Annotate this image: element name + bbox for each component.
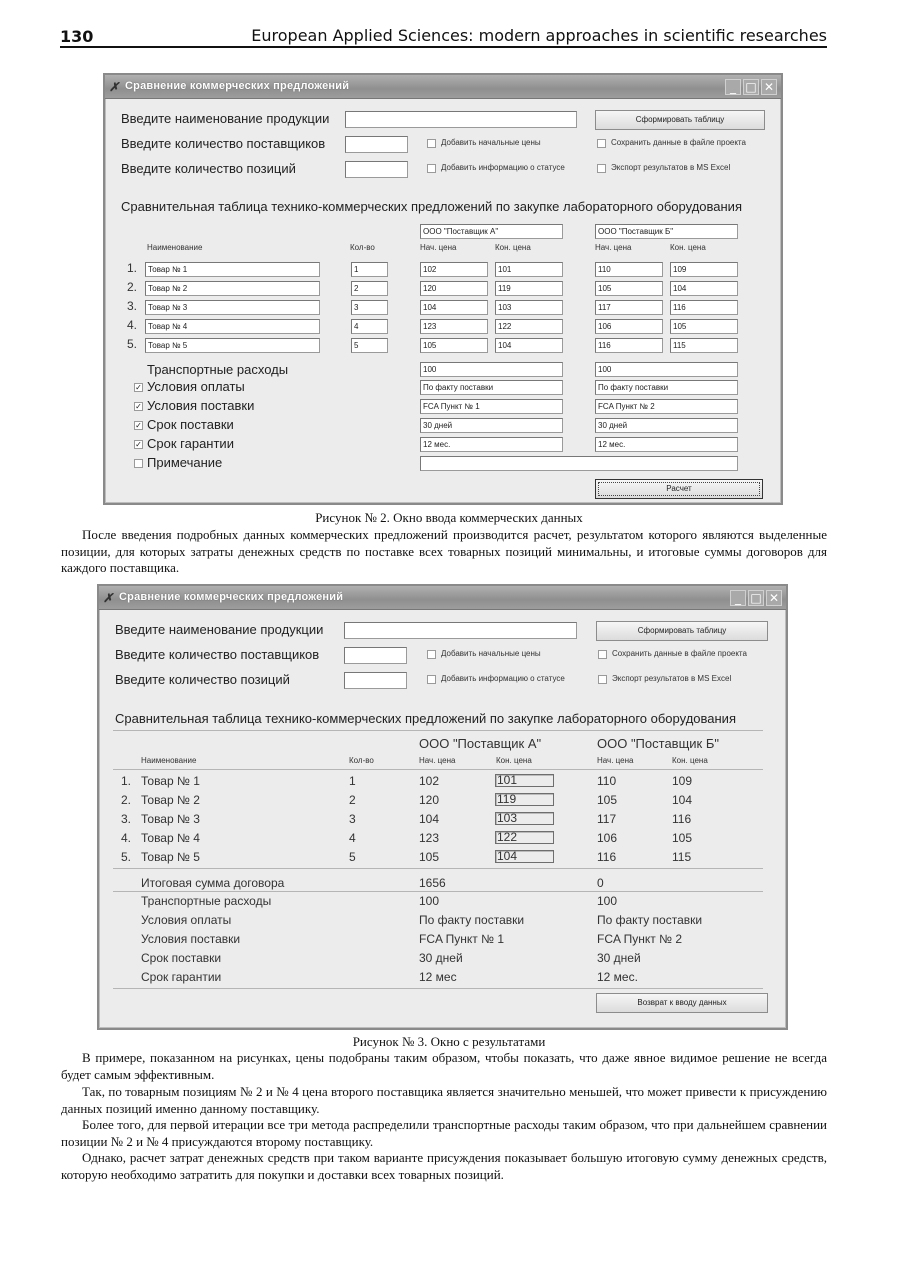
note-input[interactable] (420, 456, 738, 471)
transport-b-input[interactable]: 100 (595, 362, 738, 377)
warranty-b: 12 мес. (597, 970, 638, 984)
qty-input[interactable]: 2 (351, 281, 388, 296)
table-title: Сравнительная таблица технико-коммерческих предложений по закупке лабораторного оборудования (115, 711, 736, 726)
row-number: 5. (127, 337, 138, 351)
payment-a-input[interactable]: По факту поставки (420, 380, 563, 395)
delivery-time-checkbox[interactable]: ✓ (135, 421, 142, 430)
minimize-icon[interactable]: _ (730, 590, 746, 606)
paragraph: Так, по товарным позициям № 2 и № 4 цена второго поставщика является значительно меньшей, что может привести к присуждению данных позиций именно данному поставщику. (61, 1084, 827, 1116)
supplier-b-input[interactable]: ООО "Поставщик Б" (595, 224, 738, 239)
positions-count-input[interactable] (344, 672, 407, 689)
row-number: 5. (121, 850, 132, 864)
total-a: 1656 (419, 876, 446, 890)
a-end-price-input[interactable]: 101 (495, 262, 563, 277)
a-start-price-input[interactable]: 104 (420, 300, 488, 315)
qty: 2 (349, 793, 356, 807)
a-start-price-input[interactable]: 102 (420, 262, 488, 277)
close-icon[interactable]: ✕ (761, 79, 777, 95)
product-name-input[interactable] (344, 622, 577, 639)
delivery-time-b: 30 дней (597, 951, 641, 965)
calculate-button[interactable]: Расчет (595, 479, 763, 499)
b-start-price: 106 (597, 831, 618, 845)
qty-input[interactable]: 4 (351, 319, 388, 334)
a-end-price-selected: 122 (495, 831, 554, 844)
row-number: 1. (127, 261, 138, 275)
a-start-price-input[interactable]: 105 (420, 338, 488, 353)
supplier-b-header: ООО "Поставщик Б" (597, 736, 719, 751)
page-number: 130 (60, 27, 94, 46)
item-name-input[interactable]: Товар № 5 (145, 338, 320, 353)
build-table-button[interactable]: Сформировать таблицу (596, 621, 768, 641)
suppliers-count-label: Введите количество поставщиков (121, 136, 326, 151)
delivery-time-label: Срок поставки (141, 951, 222, 965)
input-window (103, 73, 783, 505)
b-start-price: 110 (597, 774, 617, 788)
maximize-icon[interactable]: □ (743, 79, 759, 95)
delivery-terms-b-input[interactable]: FCA Пункт № 2 (595, 399, 738, 414)
a-start-price: 123 (419, 831, 440, 845)
delivery-terms-label: Условия поставки (141, 932, 241, 946)
payment-b-input[interactable]: По факту поставки (595, 380, 738, 395)
warranty-label: Срок гарантии (147, 436, 234, 451)
b-end-price: 116 (672, 812, 692, 826)
item-name-input[interactable]: Товар № 4 (145, 319, 320, 334)
app-icon: ✗ (109, 80, 120, 94)
a-start-price: 105 (419, 850, 440, 864)
a-end-price-input[interactable]: 104 (495, 338, 563, 353)
suppliers-count-input[interactable] (345, 136, 408, 153)
export-excel-checkbox[interactable] (597, 164, 606, 173)
qty: 4 (349, 831, 356, 845)
qty: 5 (349, 850, 356, 864)
a-end-price-selected: 104 (495, 850, 554, 863)
b-start-price-input[interactable]: 105 (595, 281, 663, 296)
results-window (97, 584, 788, 1030)
col-a-end-header: Кон. цена (496, 756, 532, 765)
product-name-label: Введите наименование продукции (115, 622, 324, 637)
col-b-start-header: Нач. цена (597, 756, 634, 765)
table-title: Сравнительная таблица технико-коммерческих предложений по закупке лабораторного оборудования (121, 199, 742, 214)
b-start-price: 117 (597, 812, 617, 826)
supplier-a-header: ООО "Поставщик А" (419, 736, 542, 751)
b-end-price-input[interactable]: 104 (670, 281, 738, 296)
window-title: Сравнение коммерческих предложений (119, 591, 344, 603)
divider (113, 868, 763, 869)
qty-input[interactable]: 3 (351, 300, 388, 315)
maximize-icon[interactable]: □ (748, 590, 764, 606)
delivery-time-a-input[interactable]: 30 дней (420, 418, 563, 433)
add-status-info-checkbox[interactable] (427, 164, 436, 173)
title-bar[interactable] (105, 75, 781, 99)
col-a-start-header: Нач. цена (420, 243, 457, 252)
export-excel-checkbox[interactable] (598, 675, 607, 684)
transport-a: 100 (419, 894, 440, 908)
delivery-time-label: Срок поставки (147, 417, 234, 432)
col-b-start-header: Нач. цена (595, 243, 632, 252)
figure-caption-3: Рисунок № 3. Окно с результатами (352, 1034, 546, 1049)
col-qty-header: Кол-во (350, 243, 375, 252)
qty: 1 (349, 774, 356, 788)
col-qty-header: Кол-во (349, 756, 374, 765)
paragraph: Более того, для первой итерации все три метода распределили транспортные расходы таким образом, что при дальнейшем сравнении позиции № 2 и № 4 присуждаются второму поставщику. (61, 1117, 827, 1149)
b-end-price: 104 (672, 793, 693, 807)
note-label: Примечание (147, 455, 223, 470)
add-status-info-label: Добавить информацию о статусе (441, 163, 565, 172)
a-end-price-selected: 119 (495, 793, 554, 806)
payment-label: Условия оплаты (141, 913, 232, 927)
b-end-price-input[interactable]: 116 (670, 300, 738, 315)
a-end-price-input[interactable]: 119 (495, 281, 563, 296)
b-end-price-input[interactable]: 105 (670, 319, 738, 334)
row-number: 4. (127, 318, 138, 332)
build-table-button[interactable]: Сформировать таблицу (595, 110, 765, 130)
divider (113, 891, 763, 892)
supplier-a-input[interactable]: ООО "Поставщик А" (420, 224, 563, 239)
window-title: Сравнение коммерческих предложений (125, 80, 350, 92)
payment-label: Условия оплаты (147, 379, 245, 394)
item-name-input[interactable]: Товар № 2 (145, 281, 320, 296)
delivery-terms-label: Условия поставки (147, 398, 255, 413)
add-initial-prices-checkbox[interactable] (427, 139, 436, 148)
add-status-info-label: Добавить информацию о статусе (441, 674, 565, 683)
divider (113, 988, 763, 989)
add-initial-prices-label: Добавить начальные цены (441, 649, 541, 658)
b-start-price-input[interactable]: 106 (595, 319, 663, 334)
payment-a: По факту поставки (419, 913, 525, 927)
delivery-terms-a: FCA Пункт № 1 (419, 932, 505, 946)
a-end-price-input[interactable]: 103 (495, 300, 563, 315)
a-start-price-input[interactable]: 123 (420, 319, 488, 334)
b-start-price-input[interactable]: 117 (595, 300, 663, 315)
positions-count-label: Введите количество позиций (115, 672, 290, 687)
product-name-label: Введите наименование продукции (121, 111, 330, 126)
b-end-price: 115 (672, 850, 692, 864)
divider (113, 730, 763, 731)
divider (113, 769, 763, 770)
col-name-header: Наименование (141, 756, 197, 765)
save-project-checkbox[interactable] (597, 139, 606, 148)
b-start-price: 116 (597, 850, 617, 864)
qty: 3 (349, 812, 356, 826)
item-name: Товар № 3 (141, 812, 200, 826)
save-project-label: Сохранить данные в файле проекта (611, 138, 746, 147)
suppliers-count-input[interactable] (344, 647, 407, 664)
warranty-b-input[interactable]: 12 мес. (595, 437, 738, 452)
paragraph: Однако, расчет затрат денежных средств при таком варианте присуждения показывает большую итоговую сумму денежных средств, которую необходимо затратить для покупки и доставки всех товарных позиций. (61, 1150, 827, 1182)
row-number: 2. (121, 793, 132, 807)
export-excel-label: Экспорт результатов в MS Excel (611, 163, 731, 172)
paragraph: После введения подробных данных коммерческих предложений производится расчет, результатом которого являются выделенные позиции, для которых затраты денежных средств по поставке всех товарных позиций минимальны, и итоговые суммы договоров для каждого поставщика. (61, 527, 827, 575)
b-end-price-input[interactable]: 115 (670, 338, 738, 353)
col-b-end-header: Кон. цена (672, 756, 708, 765)
a-start-price: 120 (419, 793, 440, 807)
qty-input[interactable]: 1 (351, 262, 388, 277)
close-icon[interactable]: ✕ (766, 590, 782, 606)
item-name: Товар № 5 (141, 850, 200, 864)
positions-count-input[interactable] (345, 161, 408, 178)
total-b: 0 (597, 876, 604, 890)
journal-title: European Applied Sciences: modern approaches in scientific researches (251, 26, 827, 45)
item-name: Товар № 4 (141, 831, 200, 845)
transport-label: Транспортные расходы (147, 362, 289, 377)
a-start-price: 104 (419, 812, 440, 826)
b-end-price-input[interactable]: 109 (670, 262, 738, 277)
app-icon: ✗ (103, 591, 114, 605)
title-bar[interactable] (99, 586, 786, 610)
a-end-price-selected: 103 (495, 812, 554, 825)
b-end-price: 105 (672, 831, 693, 845)
payment-checkbox[interactable]: ✓ (135, 383, 142, 392)
col-name-header: Наименование (147, 243, 203, 252)
total-label: Итоговая сумма договора (141, 876, 285, 890)
b-end-price: 109 (672, 774, 693, 788)
b-start-price-input[interactable]: 110 (595, 262, 663, 277)
row-number: 4. (121, 831, 132, 845)
warranty-checkbox[interactable]: ✓ (135, 440, 142, 449)
item-name-input[interactable]: Товар № 3 (145, 300, 320, 315)
item-name: Товар № 1 (141, 774, 200, 788)
row-number: 3. (127, 299, 138, 313)
add-initial-prices-label: Добавить начальные цены (441, 138, 541, 147)
qty-input[interactable]: 5 (351, 338, 388, 353)
save-project-checkbox[interactable] (598, 650, 607, 659)
payment-b: По факту поставки (597, 913, 703, 927)
col-a-start-header: Нач. цена (419, 756, 456, 765)
add-status-info-checkbox[interactable] (427, 675, 436, 684)
col-b-end-header: Кон. цена (670, 243, 706, 252)
item-name-input[interactable]: Товар № 1 (145, 262, 320, 277)
row-number: 3. (121, 812, 132, 826)
minimize-icon[interactable]: _ (725, 79, 741, 95)
save-project-label: Сохранить данные в файле проекта (612, 649, 747, 658)
positions-count-label: Введите количество позиций (121, 161, 296, 176)
delivery-terms-b: FCA Пункт № 2 (597, 932, 683, 946)
add-initial-prices-checkbox[interactable] (427, 650, 436, 659)
delivery-time-a: 30 дней (419, 951, 463, 965)
suppliers-count-label: Введите количество поставщиков (115, 647, 320, 662)
warranty-label: Срок гарантии (141, 970, 222, 984)
item-name: Товар № 2 (141, 793, 200, 807)
back-to-input-button[interactable]: Возврат к вводу данных (596, 993, 768, 1013)
warranty-a: 12 мес (419, 970, 457, 984)
transport-b: 100 (597, 894, 618, 908)
transport-label: Транспортные расходы (141, 894, 272, 908)
a-end-price-selected: 101 (495, 774, 554, 787)
delivery-time-b-input[interactable]: 30 дней (595, 418, 738, 433)
transport-a-input[interactable]: 100 (420, 362, 563, 377)
figure-caption-2: Рисунок № 2. Окно ввода коммерческих данных (315, 510, 583, 525)
paragraph: В примере, показанном на рисунках, цены подобраны таким образом, чтобы показать, что даже явное видимое решение не всегда будет самым эффективным. (61, 1050, 827, 1082)
a-start-price: 102 (419, 774, 440, 788)
b-start-price-input[interactable]: 116 (595, 338, 663, 353)
row-number: 1. (121, 774, 132, 788)
row-number: 2. (127, 280, 138, 294)
a-start-price-input[interactable]: 120 (420, 281, 488, 296)
a-end-price-input[interactable]: 122 (495, 319, 563, 334)
delivery-terms-checkbox[interactable]: ✓ (135, 402, 142, 411)
col-a-end-header: Кон. цена (495, 243, 531, 252)
warranty-a-input[interactable]: 12 мес. (420, 437, 563, 452)
b-start-price: 105 (597, 793, 618, 807)
export-excel-label: Экспорт результатов в MS Excel (612, 674, 732, 683)
delivery-terms-a-input[interactable]: FCA Пункт № 1 (420, 399, 563, 414)
note-checkbox[interactable] (134, 459, 143, 468)
header-rule (60, 46, 827, 48)
product-name-input[interactable] (345, 111, 577, 128)
